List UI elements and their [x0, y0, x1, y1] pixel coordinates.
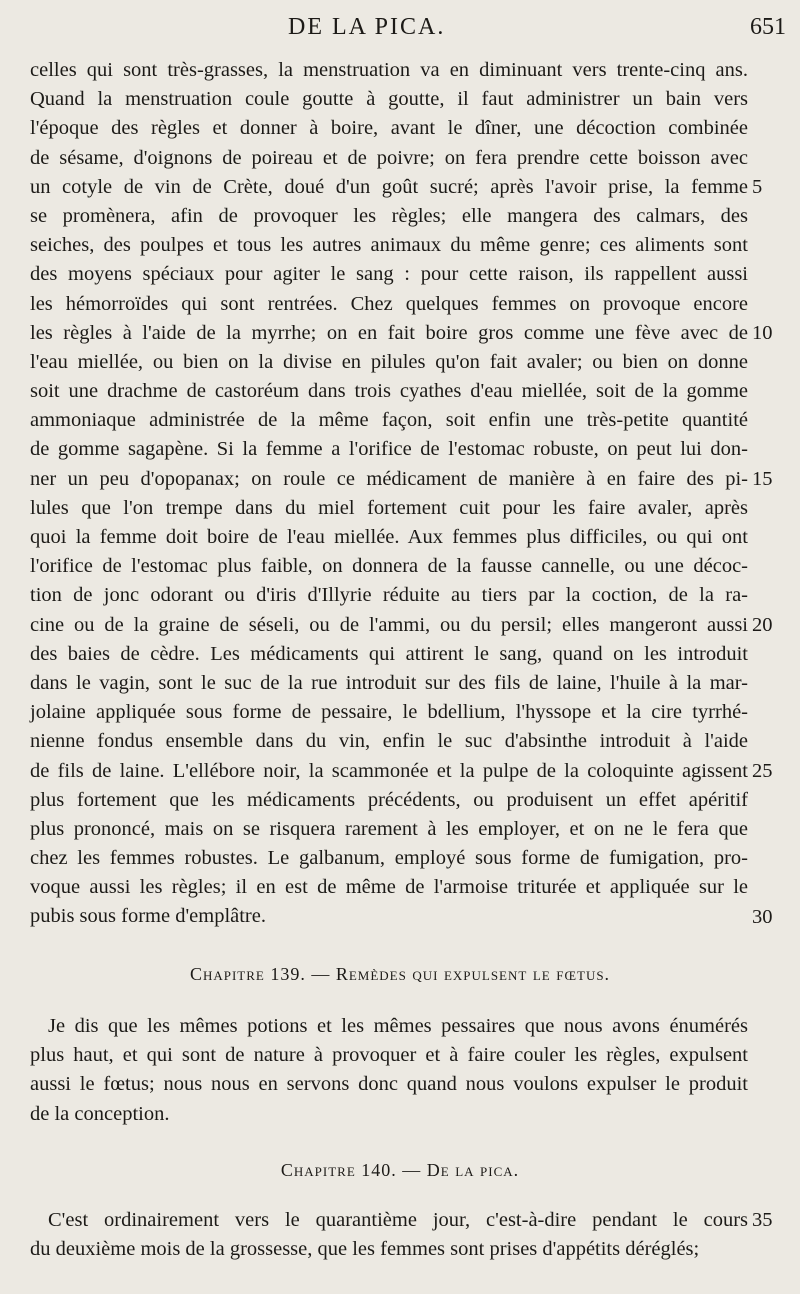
text-line: de sésame, d'oignons de poireau et de poivre; on fera prendre cette boisson avec [30, 146, 748, 169]
text-line: de gomme sagapène. Si la femme a l'orifice de l'estomac robuste, on peut lui don- [30, 438, 748, 461]
text-line: l'époque des règles et donner à boire, avant le dîner, une décoction combinée [30, 117, 748, 140]
page-header [0, 14, 800, 50]
text-line: se promènera, afin de provoquer les règles; elle mangera des calmars, des [30, 204, 748, 227]
text-line: nienne fondus ensemble dans du vin, enfin le suc d'absinthe introduit à l'aide [30, 730, 748, 753]
text-line: aussi le fœtus; nous nous en servons donc quand nous voulons expulser le produit [30, 1073, 748, 1096]
page-number: 651 [750, 14, 786, 40]
text-line: seiches, des poulpes et tous les autres animaux du même genre; ces aliments sont [30, 234, 748, 257]
margin-line-number: 25 [752, 759, 773, 782]
chapter-139-paragraph [30, 1012, 748, 1129]
chapter-140-paragraph [30, 1206, 748, 1264]
text-line: jolaine appliquée sous forme de pessaire, le bdellium, l'hyssope et la cire tyrrhé- [30, 701, 748, 724]
text-line: l'orifice de l'estomac plus faible, on donnera de la fausse cannelle, ou une décoc- [30, 555, 748, 578]
text-line: dans le vagin, sont le suc de la rue introduit sur des fils de laine, l'huile à la mar- [30, 671, 748, 694]
text-line: les hémorroïdes qui sont rentrées. Chez quelques femmes on provoque encore [30, 292, 748, 315]
text-line: de la conception. [30, 1102, 170, 1125]
text-line: C'est ordinairement vers le quarantième jour, c'est-à-dire pendant le cours [48, 1209, 748, 1231]
text-line: tion de jonc odorant ou d'iris d'Illyrie réduite au tiers par la coction, de la ra- [30, 584, 748, 607]
margin-line-number: 5 [752, 175, 763, 198]
margin-line-number: 30 [752, 905, 773, 928]
text-line: Quand la menstruation coule goutte à goutte, il faut administrer un bain vers [30, 88, 748, 111]
margin-line-number: 15 [752, 467, 773, 490]
text-line: soit une drachme de castoréum dans trois cyathes d'eau miellée, soit de la gomme [30, 380, 748, 403]
text-line: chez les femmes robustes. Le galbanum, employé sous forme de fumigation, pro- [30, 847, 748, 870]
text-line: ammoniaque administrée de la même façon, soit enfin une très-petite quantité [30, 409, 748, 432]
margin-line-number: 35 [752, 1209, 773, 1231]
text-line: les règles à l'aide de la myrrhe; on en fait boire gros comme une fève avec de [30, 321, 748, 344]
text-line: pubis sous forme d'emplâtre. [30, 905, 266, 928]
text-line: des moyens spéciaux pour agiter le sang : pour cette raison, ils rappellent aussi [30, 263, 748, 286]
margin-line-number: 20 [752, 613, 773, 636]
margin-line-number: 10 [752, 321, 773, 344]
text-line: voque aussi les règles; il en est de même de l'armoise triturée et appliquée sur le [30, 876, 748, 899]
text-line: un cotyle de vin de Crète, doué d'un goût sucré; après l'avoir prise, la femme [30, 175, 748, 198]
text-line: plus haut, et qui sont de nature à provoquer et à faire couler les règles, expulsent [30, 1044, 748, 1067]
main-text [30, 56, 748, 932]
text-line: plus fortement que les médicaments précédents, ou produisent un effet apéritif [30, 788, 748, 811]
text-line: celles qui sont très-grasses, la menstruation va en diminuant vers trente-cinq ans. [30, 59, 748, 81]
text-line: cine ou de la graine de séseli, ou de l'ammi, ou du persil; elles mangeront aussi [30, 613, 748, 636]
text-line: quoi la femme doit boire de l'eau miellée. Aux femmes plus difficiles, ou qui ont [30, 526, 748, 548]
text-line: ner un peu d'opopanax; on roule ce médicament de manière à en faire des pi- [30, 467, 748, 490]
text-line: Je dis que les mêmes potions et les mêmes pessaires que nous avons énumérés [48, 1015, 748, 1037]
text-line: lules que l'on trempe dans du miel fortement cuit pour les faire avaler, après [30, 496, 748, 519]
running-title: DE LA PICA. [288, 14, 446, 40]
chapter-heading: Chapitre 139. — Remèdes qui expulsent le fœtus. [189, 964, 611, 984]
chapter-heading: Chapitre 140. — De la pica. [280, 1160, 520, 1180]
text-line: l'eau miellée, ou bien on la divise en pilules qu'on fait avaler; ou bien on donne [30, 350, 748, 373]
text-line: des baies de cèdre. Les médicaments qui attirent le sang, quand on les introduit [30, 642, 748, 665]
text-line: plus prononcé, mais on se risquera rarement à les employer, et on ne le fera que [30, 817, 748, 840]
text-line: du deuxième mois de la grossesse, que les femmes sont prises d'appétits déréglés; [30, 1238, 700, 1261]
text-line: de fils de laine. L'ellébore noir, la scammonée et la pulpe de la coloquinte agissent [30, 759, 748, 782]
